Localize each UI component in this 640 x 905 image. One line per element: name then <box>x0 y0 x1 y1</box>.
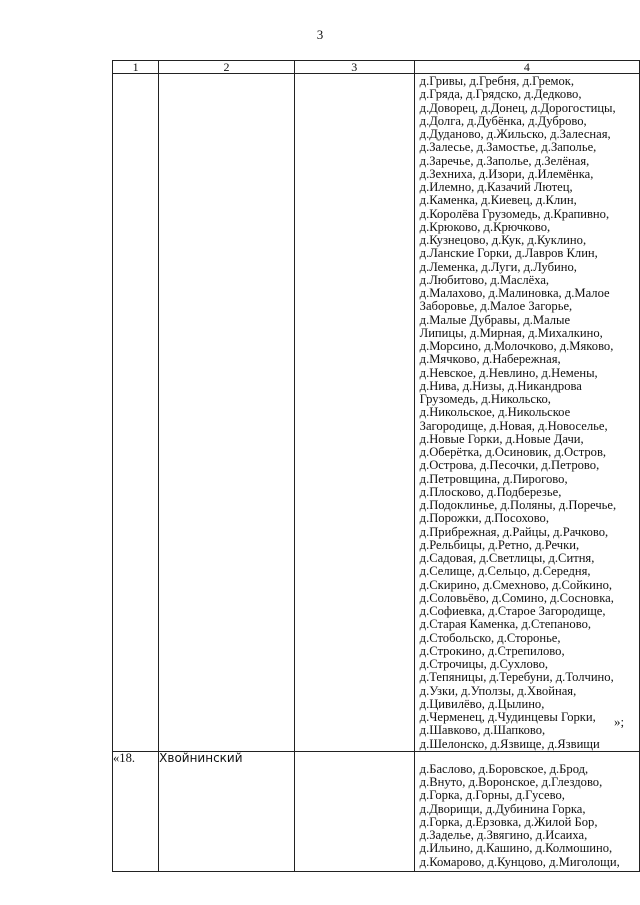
settlement-line: д.Гряда, д.Грядско, д.Дедково, <box>419 87 582 102</box>
settlement-line: д.Оберётка, д.Осиновик, д.Остров, <box>419 445 607 459</box>
settlement-line: д.Стобольско, д.Сторонье, <box>419 630 561 645</box>
row-number-cell: «18. <box>113 751 159 871</box>
settlement-line: д.Нива, д.Низы, д.Никандрова <box>419 378 582 393</box>
column-header-3: 3 <box>294 61 414 74</box>
page-number: 3 <box>316 27 324 42</box>
table-header-row <box>113 61 640 74</box>
settlement-line: д.Невское, д.Невлино, д.Немены, <box>419 365 598 380</box>
settlement-line: д.Доворец, д.Донец, д.Дорогостицы, <box>419 100 616 115</box>
settlement-line: д.Плосково, д.Подберезье, <box>419 484 562 499</box>
settlement-line: д.Горка, д.Ерзовка, д.Жилой Бор, <box>419 814 598 829</box>
settlement-line: д.Шелонско, д.Язвище, д.Язвищи <box>419 736 600 751</box>
district-name-cell: Хвойнинский <box>159 751 295 871</box>
settlement-line: д.Шавково, д.Шапково, <box>419 723 546 738</box>
settlement-line: д.Ланские Горки, д.Лавров Клин, <box>419 246 598 261</box>
row-number-cell <box>113 74 159 752</box>
column-3-cell <box>294 751 414 871</box>
settlement-line: Грузомедь, д.Никольско, <box>419 392 551 406</box>
settlement-line: д.Малахово, д.Малиновка, д.Малое <box>419 286 610 300</box>
settlement-line: д.Селище, д.Сельцо, д.Середня, <box>419 564 591 579</box>
settlement-line: д.Зехниха, д.Изори, д.Илемёнка, <box>419 166 594 181</box>
settlement-line: д.Цивилёво, д.Цылино, <box>419 696 545 711</box>
settlement-line: д.Мячково, д.Набережная, <box>419 352 561 367</box>
settlement-line: д.Старая Каменка, д.Степаново, <box>419 617 592 632</box>
settlements-list-cell <box>414 74 639 752</box>
settlements-list <box>415 74 639 751</box>
settlement-line: д.Садовая, д.Светлицы, д.Ситня, <box>419 551 595 565</box>
settlement-line: д.Долга, д.Дубёнка, д.Дуброво, <box>419 113 587 128</box>
settlement-line: д.Королёва Грузомедь, д.Крапивно, <box>419 206 610 221</box>
settlement-line: д.Софиевка, д.Старое Загородище, <box>419 604 606 618</box>
settlement-line: д.Никольское, д.Никольское <box>419 405 571 420</box>
settlement-line: д.Горка, д.Горны, д.Гусево, <box>419 788 565 803</box>
settlement-line: д.Узки, д.Уползы, д.Хвойная, <box>419 683 577 698</box>
settlement-line: Липицы, д.Мирная, д.Михалкино, <box>419 325 603 340</box>
settlement-line: д.Прибрежная, д.Райцы, д.Рачково, <box>419 524 609 539</box>
settlement-line: д.Внуто, д.Воронское, д.Глездово, <box>419 775 603 789</box>
settlement-line: Загородище, д.Новая, д.Новоселье, <box>419 418 608 433</box>
settlement-line: д.Тепяницы, д.Теребуни, д.Толчино, <box>419 670 614 685</box>
settlement-line: д.Морсино, д.Молочково, д.Мяково, <box>419 339 614 353</box>
settlement-line: д.Острова, д.Песочки, д.Петрово, <box>419 458 600 473</box>
settlement-line: Заборовье, д.Малое Загорье, <box>419 299 573 314</box>
settlement-line: д.Крюково, д.Крючково, <box>419 219 551 234</box>
settlement-line: д.Любитово, д.Маслёха, <box>419 272 550 287</box>
table-row <box>113 751 640 871</box>
settlement-line: д.Леменка, д.Луги, д.Лубино, <box>419 259 577 274</box>
settlements-list-cell <box>414 751 639 871</box>
settlement-line: д.Кузнецово, д.Кук, д.Куклино, <box>419 233 587 247</box>
settlement-line: д.Соловьёво, д.Сомино, д.Сосновка, <box>419 590 614 605</box>
settlement-line: д.Гривы, д.Гребня, д.Гремок, <box>419 74 575 88</box>
settlement-line: д.Ильино, д.Кашино, д.Колмошино, <box>419 841 613 856</box>
settlement-line: д.Петровщина, д.Пирогово, <box>419 471 568 486</box>
settlement-line: д.Залесье, д.Замостье, д.Заполье, <box>419 140 597 155</box>
column-3-cell <box>294 74 414 752</box>
settlement-line: д.Строчицы, д.Сухлово, <box>419 657 549 671</box>
settlement-line: д.Черменец, д.Чудинцевы Горки, <box>419 710 596 724</box>
settlement-line: д.Комарово, д.Кунцово, д.Миголощи, <box>419 854 620 869</box>
column-header-1: 1 <box>113 61 159 74</box>
settlement-line: д.Каменка, д.Киевец, д.Клин, <box>419 193 577 208</box>
settlement-line: д.Новые Горки, д.Новые Дачи, <box>419 431 584 446</box>
column-header-4: 4 <box>414 61 639 74</box>
district-name-cell <box>159 74 295 752</box>
settlement-line: д.Порожки, д.Посохово, <box>419 511 549 526</box>
settlement-line: д.Баслово, д.Боровское, д.Брод, <box>419 761 589 776</box>
table-row <box>113 74 640 752</box>
settlement-line: д.Подоклинье, д.Поляны, д.Поречье, <box>419 498 617 512</box>
settlement-line: д.Дуданово, д.Жильско, д.Залесная, <box>419 127 611 141</box>
settlement-line: д.Малые Дубравы, д.Малые <box>419 312 571 327</box>
settlement-line: д.Заречье, д.Заполье, д.Зелёная, <box>419 153 590 168</box>
settlements-list <box>415 752 639 869</box>
settlement-line: д.Скирино, д.Смехново, д.Сойкино, <box>419 577 613 592</box>
column-header-2: 2 <box>159 61 295 74</box>
row-closing-quote: »; <box>614 714 625 729</box>
settlement-line: д.Рельбицы, д.Ретно, д.Речки, <box>419 537 580 552</box>
settlement-line: д.Илемно, д.Казачий Лютец, <box>419 180 573 194</box>
settlement-line: д.Дворищи, д.Дубинина Горка, <box>419 801 586 816</box>
settlements-table <box>112 60 640 872</box>
settlement-line: д.Заделье, д.Звягино, д.Исаиха, <box>419 828 588 842</box>
settlement-line: д.Строкино, д.Стрепилово, <box>419 643 565 658</box>
